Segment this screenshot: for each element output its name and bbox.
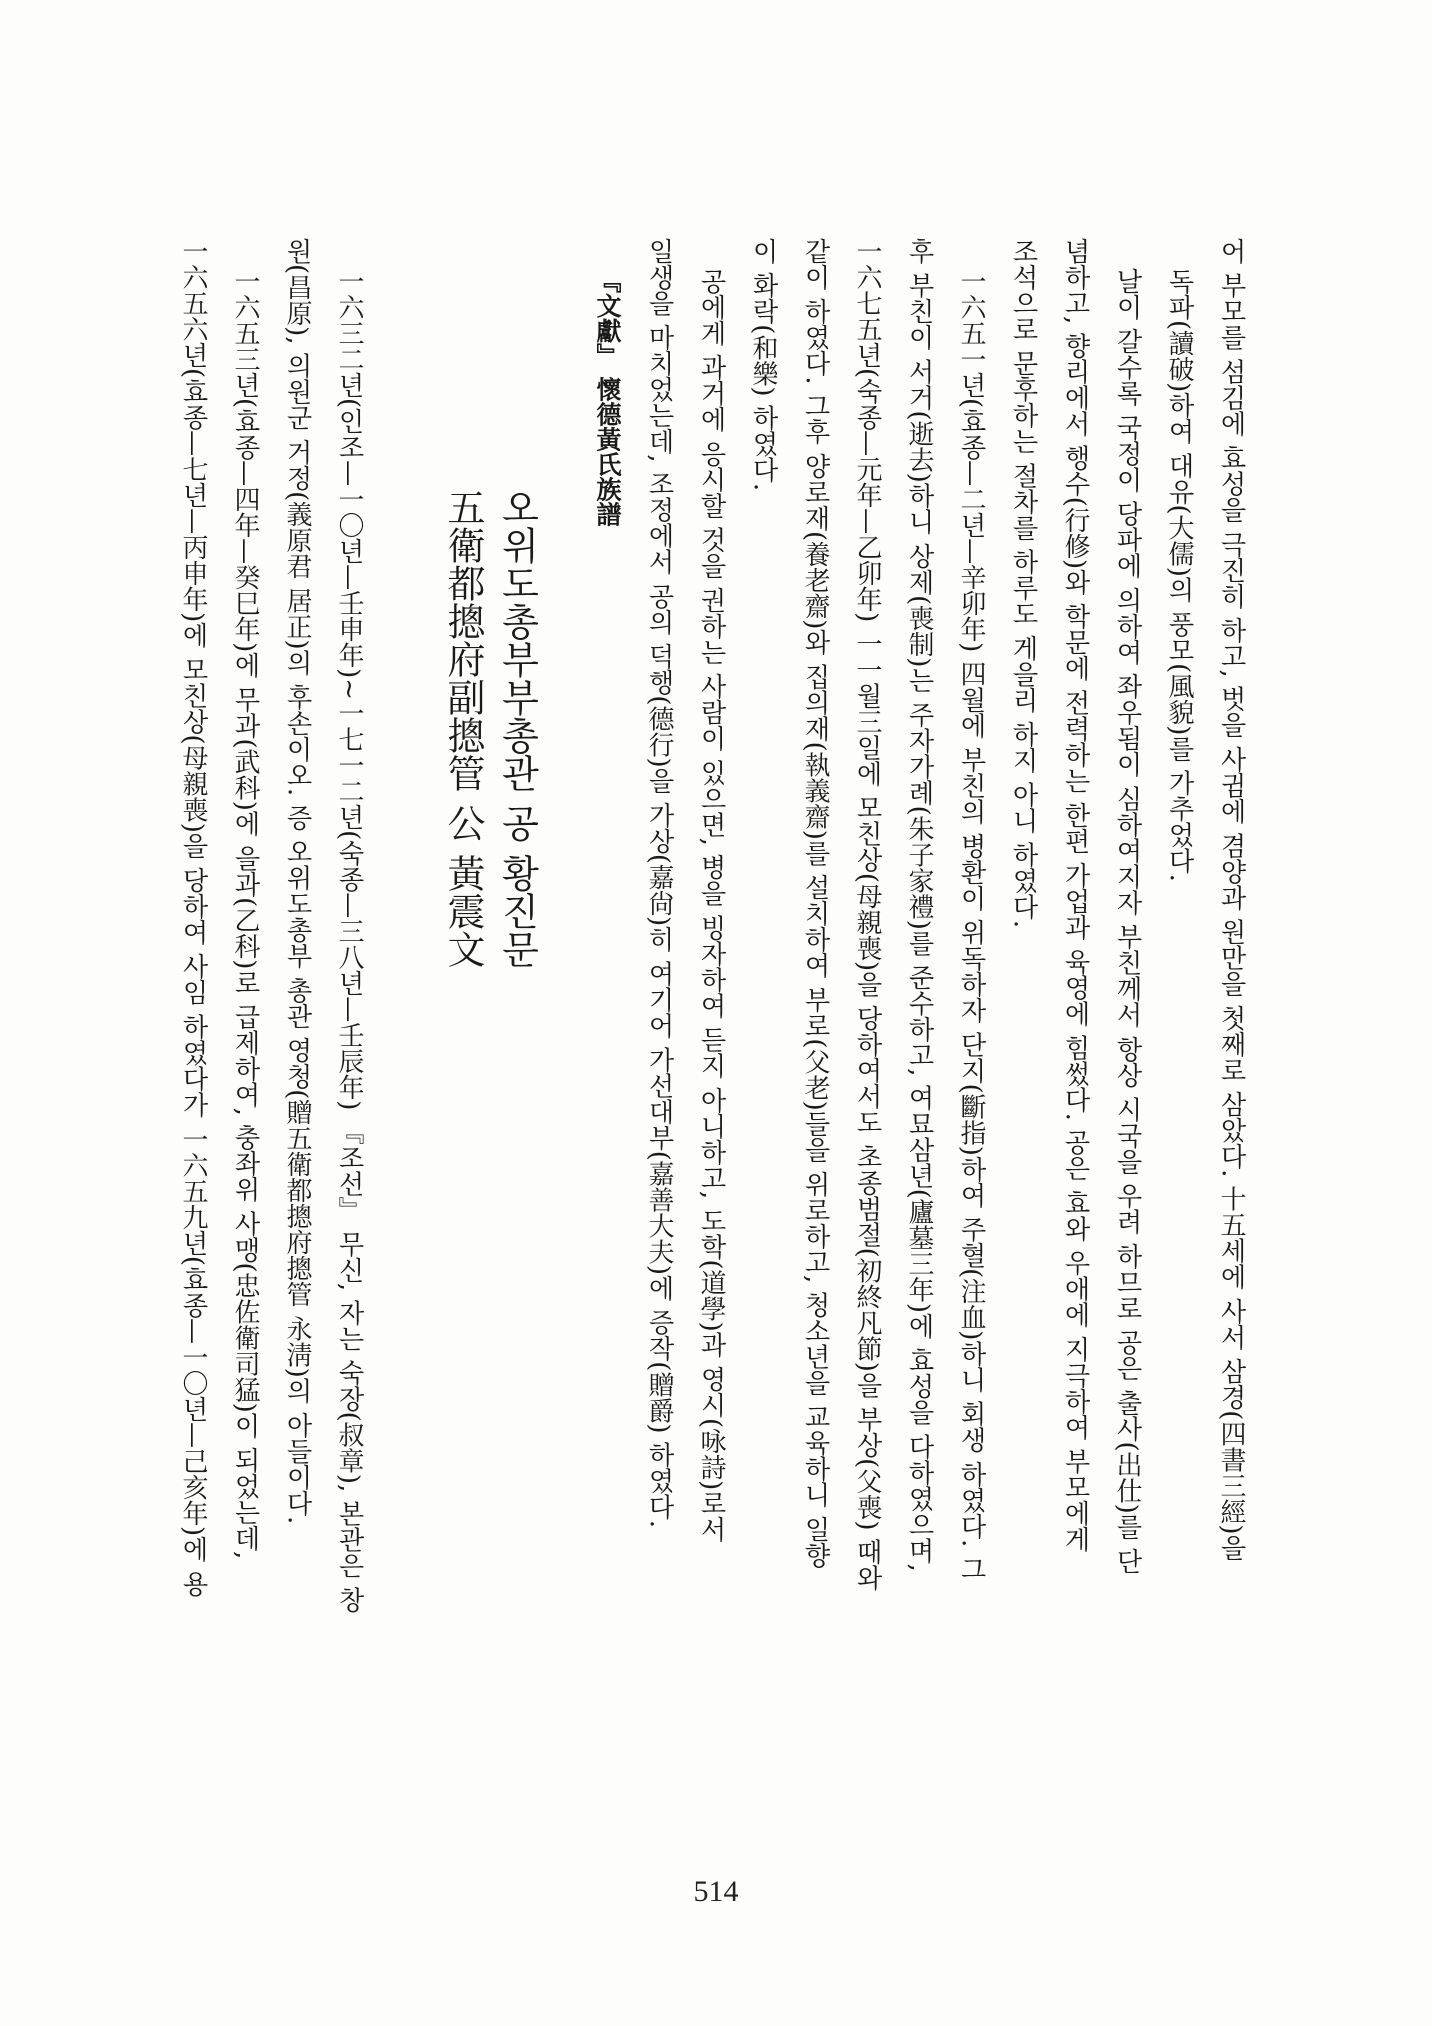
text-column: 같이 하였다. 그후 양로재(養老齋)와 집의재(執義齋)를 설치하여 부로(父老)들을 위로하고, 청소년을 교육하니 일향: [800, 238, 830, 1569]
text-column: 一六五六년(효종—七년—丙申年)에 모친상(母親喪)을 당하여 사임 하였다가 一六五九년(효종—一〇년—己亥年)에 용: [178, 238, 208, 1597]
text-column: 一六五一년(효종—二년—辛卯年) 四월에 부친의 병환이 위독하자 단지(斷指)하여 주혈(注血)하니 회생 하였다. 그: [956, 268, 986, 1582]
text-column: 독파(讀破)하여 대유(大儒)의 풍모(風貌)를 가추었다.: [1164, 268, 1194, 882]
text-column: 一六七五년(숙종—元年—乙卯年) 一一월三일에 모친상(母親喪)을 당하여서도 초종범절(初終凡節)을 부상(父喪) 때와: [852, 238, 882, 1591]
vertical-text-body: [167, 238, 1257, 1803]
text-column: 원(昌原), 의원군 거정(義原君 居正)의 후손이오. 증 오위도총부 총관 영청(贈五衛都摠府摠管 永淸)의 아들이다.: [282, 238, 312, 1525]
text-column: 어 부모를 섬김에 효성을 극진히 하고, 벗을 사귐에 겸양과 원만을 첫째로 삼았다. 十五세에 사서 삼경(四書三經)을: [1216, 238, 1246, 1561]
text-column: 일생을 마치었는데, 조정에서 공의 덕행(德行)을 가상(嘉尙)히 여기어 가선대부(嘉善大夫)에 증작(贈爵) 하였다.: [644, 238, 674, 1529]
page-number: 514: [693, 1875, 739, 1908]
text-column: 후 부친이 서거(逝去)하니 상제(喪制)는 주자가례(朱子家禮)를 준수하고, 여묘삼년(廬墓三年)에 효성을 다하였으며,: [904, 238, 934, 1572]
text-column: 조석으로 문후하는 절차를 하루도 게을리 하지 아니 하였다.: [1008, 238, 1038, 929]
section-gap: [541, 238, 581, 1803]
text-column: 一六五三년(효종—四年—癸巳年)에 무과(武科)에 을과(乙科)로 급제하여, 충좌위 사맹(忠佐衛司猛)이 되었는데,: [230, 268, 260, 1560]
text-column: 념하고, 향리에서 행수(行修)와 학문에 전력하는 한편 가업과 육영에 힘썼다. 공은 효와 우애에 지극하여 부모에게: [1060, 238, 1090, 1553]
text-column: 공에게 과거에 응시할 것을 권하는 사람이 있으면, 병을 빙자하여 듣지 아니하고, 도학(道學)과 영시(咏詩)로서: [696, 268, 726, 1543]
source-citation: 『文獻』 懷德黃氏族譜: [593, 268, 622, 527]
text-column: 이 화락(和樂) 하였다.: [748, 238, 778, 492]
section-gap: [375, 238, 415, 1803]
section-heading-hanja: 五衛都摠府副摠管 公 黃震文: [441, 488, 485, 969]
text-column: 一六三二년(인조—一〇년—壬申年)~一七一二년(숙종—三八년—壬辰年) 『조선』 무신, 자는 숙장(叔章), 본관은 창: [334, 268, 364, 1613]
section-heading-korean: 오위도총부부총관 공 황진문: [495, 488, 539, 969]
text-column: 날이 갈수록 국정이 당파에 의하여 좌우됨이 심하여지자 부친께서 항상 시국을 우려 하므로 공은 출사(出仕)를 단: [1112, 268, 1142, 1574]
